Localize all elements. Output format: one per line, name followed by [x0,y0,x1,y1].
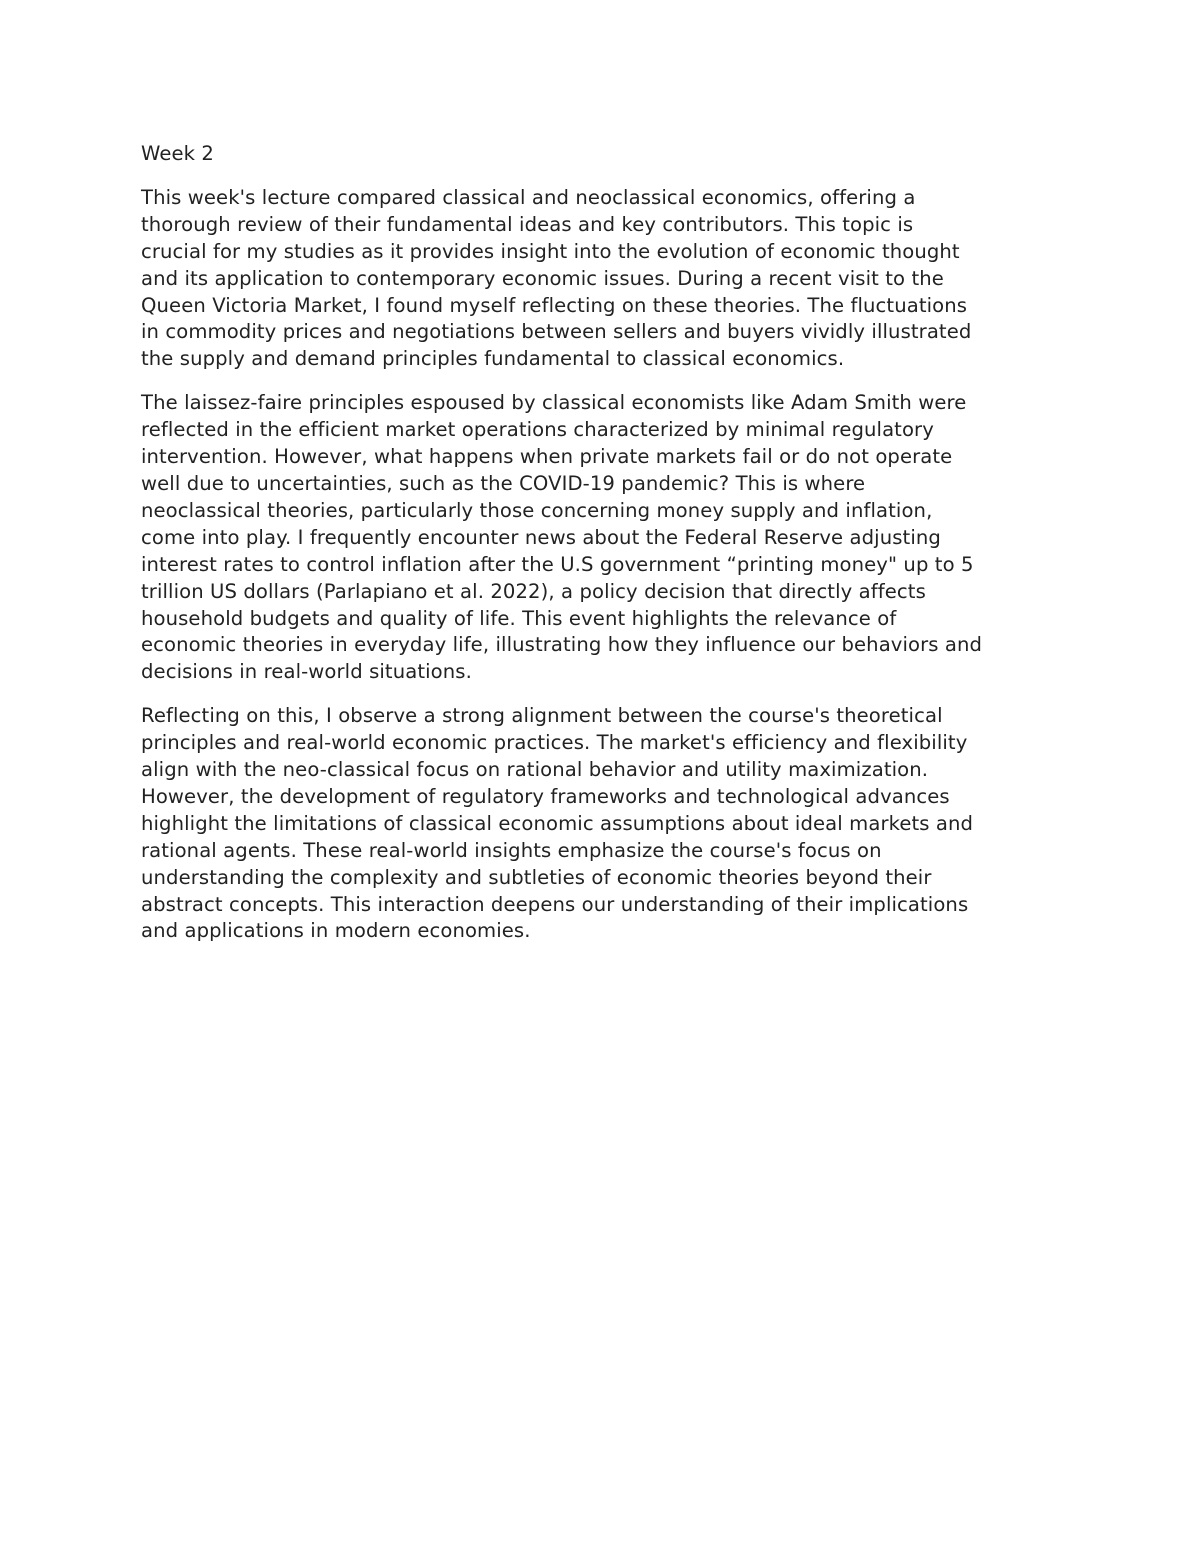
paragraph-line: the supply and demand principles fundamental to classical economics. [141,347,845,371]
document-body [141,141,1066,962]
paragraph-line: interest rates to control inflation after the U.S government “printing money" up to 5 [141,552,974,576]
paragraph-line: in commodity prices and negotiations between sellers and buyers vividly illustrated [141,320,972,344]
paragraph-line: come into play. I frequently encounter news about the Federal Reserve adjusting [141,525,941,549]
paragraph-line: align with the neo-classical focus on rational behavior and utility maximization. [141,758,929,782]
paragraph-line: economic theories in everyday life, illustrating how they influence our behaviors and [141,633,983,657]
paragraph-line: reflected in the efficient market operations characterized by minimal regulatory [141,418,934,442]
paragraph-line: Queen Victoria Market, I found myself reflecting on these theories. The fluctuations [141,293,968,317]
document-heading: Week 2 [141,142,214,165]
paragraph-1 [141,185,1066,373]
paragraph-line: Reflecting on this, I observe a strong alignment between the course's theoretical [141,704,943,728]
paragraph-line: understanding the complexity and subtleties of economic theories beyond their [141,865,932,889]
paragraph-line: rational agents. These real-world insights emphasize the course's focus on [141,838,882,862]
paragraph-line: The laissez-faire principles espoused by classical economists like Adam Smith were [141,391,967,415]
paragraph-line: and its application to contemporary economic issues. During a recent visit to the [141,266,944,290]
paragraph-line: intervention. However, what happens when private markets fail or do not operate [141,445,953,469]
paragraph-2 [141,390,1066,686]
paragraph-line: highlight the limitations of classical economic assumptions about ideal markets and [141,811,974,835]
paragraph-line: crucial for my studies as it provides insight into the evolution of economic thought [141,239,960,263]
paragraph-line: This week's lecture compared classical and neoclassical economics, offering a [141,185,916,209]
paragraph-3 [141,703,1066,945]
paragraph-line: well due to uncertainties, such as the COVID-19 pandemic? This is where [141,471,866,495]
paragraph-line: decisions in real-world situations. [141,660,472,684]
paragraph-line: thorough review of their fundamental ideas and key contributors. This topic is [141,212,914,236]
paragraph-line: abstract concepts. This interaction deepens our understanding of their implications [141,892,969,916]
paragraph-line: household budgets and quality of life. This event highlights the relevance of [141,606,897,630]
paragraph-line: However, the development of regulatory frameworks and technological advances [141,784,950,808]
paragraph-line: trillion US dollars (Parlapiano et al. 2022), a policy decision that directly affects [141,579,926,603]
paragraph-line: principles and real-world economic practices. The market's efficiency and flexibility [141,731,968,755]
paragraph-line: neoclassical theories, particularly those concerning money supply and inflation, [141,498,933,522]
paragraph-line: and applications in modern economies. [141,919,531,943]
